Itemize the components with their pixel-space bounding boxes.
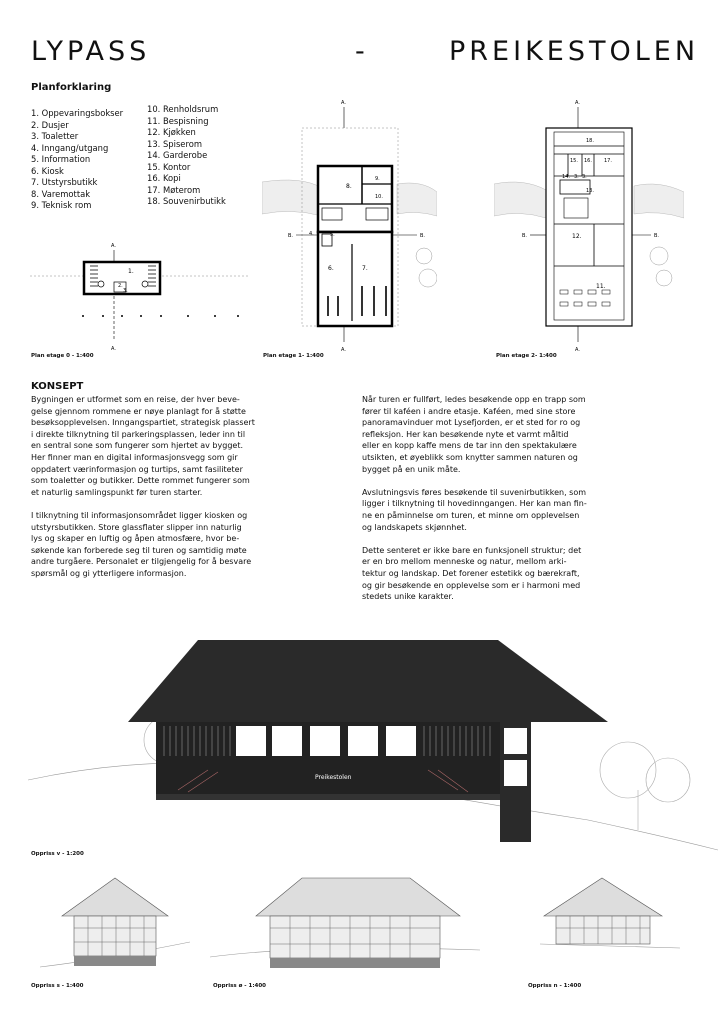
concept-paragraph (31, 394, 255, 498)
concept-line: Bygningen er utformet som en reise, der hver beve- (31, 395, 240, 404)
room-label: 17. (604, 158, 612, 164)
concept-line: og gir besøkende en opplevelse som er i harmoni med (362, 580, 581, 590)
concept-paragraph (362, 487, 587, 533)
concept-heading: KONSEPT (31, 381, 84, 392)
elevation-o-caption: Oppriss ø - 1:400 (213, 983, 267, 989)
concept-line: Dette senteret er ikke bare en funksjonell struktur; det (362, 545, 582, 555)
concept-line: som toaletter og butikker. Dette rommet fungerer som (31, 476, 250, 486)
legend-item: 11. Bespisning (147, 115, 209, 126)
room-label: 3. (574, 174, 579, 180)
concept-line: en sentral sone som fungerer som hjertet av bygget. (31, 441, 243, 451)
section-a-label: A. (341, 347, 346, 353)
legend-item: 2. Dusjer (31, 119, 69, 130)
elevation-s (40, 872, 190, 982)
legend-item: 15. Kontor (147, 161, 191, 172)
section-b-label: B. (522, 233, 528, 239)
plan-2-caption: Plan etage 2- 1:400 (496, 353, 557, 359)
legend-item: 18. Souvenirbutikk (147, 196, 226, 206)
legend-item: 7. Utstyrsbutikk (31, 177, 98, 187)
section-b-label: B. (420, 233, 426, 239)
concept-line: og landskapets skjønnhet. (362, 522, 467, 532)
concept-paragraph (31, 510, 255, 580)
plan-etage-2 (494, 96, 684, 354)
section-a-label: A. (341, 100, 346, 106)
concept-line: utsikten, et øyeblikk som knytter sammen naturen og (362, 452, 578, 462)
room-label: 6. (328, 265, 334, 272)
plan-etage-1 (262, 96, 437, 354)
concept-line: i direkte tilknytning til parkeringsplassen, leder inn til (31, 429, 246, 439)
elevation-n-caption: Oppriss n - 1:400 (528, 983, 582, 989)
concept-line: et naturlig samlingspunkt før turen starter. (31, 487, 203, 497)
concept-line: Når turen er fullført, ledes besøkende opp en trapp som (362, 395, 586, 404)
concept-line: refleksjon. Her kan besøkende nyte et varmt måltid (362, 429, 569, 439)
legend-title: Planforklaring (31, 82, 112, 93)
elevation-o (210, 872, 480, 982)
title-dash: - (355, 36, 369, 67)
elevation-v-caption: Oppriss v - 1:200 (31, 851, 84, 857)
concept-left (31, 394, 255, 591)
concept-line: fører til kaféen i andre etasje. Kaféen, med sine store (362, 406, 576, 416)
concept-line: andre turgåere. Personalet er tilgjengelig for å besvare (31, 557, 252, 567)
concept-line: tektur og landskap. Det forener estetikk og bærekraft, (362, 568, 580, 578)
concept-line: utstyrsbutikken. Store glassflater slipper inn naturlig (31, 522, 242, 532)
concept-line: søkende kan forberede seg til turen og samtidig møte (31, 545, 247, 555)
room-label: 1. (128, 268, 134, 275)
elevation-main (28, 630, 718, 860)
section-a-label: A. (575, 100, 580, 106)
section-a-label: A. (575, 347, 580, 353)
legend-item: 1. Oppevaringsbokser (31, 108, 124, 118)
concept-line: Avslutningsvis føres besøkende til suvenirbutikken, som (362, 487, 587, 497)
legend-item: 9. Teknisk rom (31, 200, 92, 210)
concept-paragraph (362, 394, 587, 475)
room-label: 5. (330, 232, 335, 238)
concept-line: bygget på en unik måte. (362, 464, 461, 474)
section-b-label: B. (654, 233, 660, 239)
building-sign: Preikestolen (315, 774, 352, 781)
room-label: 16. (584, 158, 592, 164)
concept-line: panoramavinduer mot Lysefjorden, er et sted for ro og (362, 418, 581, 428)
room-label: 3. (582, 174, 587, 180)
section-a-label: A. (111, 346, 116, 352)
legend-item: 5. Information (31, 154, 91, 164)
room-label: 4. (309, 231, 314, 237)
legend-item: 14. Garderobe (147, 150, 208, 160)
plan-1-caption: Plan etage 1- 1:400 (263, 353, 324, 359)
concept-line: spørsmål og gi ytterligere informasjon. (31, 568, 187, 578)
legend-item: 8. Varemottak (31, 188, 91, 199)
room-label: 13. (586, 188, 594, 194)
legend-item: 17. Møterom (147, 184, 201, 195)
concept-line: I tilknytning til informasjonsområdet ligger kiosken og (31, 510, 248, 520)
concept-line: ne en påminnelse om turen, et minne om opplevelsen (362, 510, 580, 520)
concept-line: lys og skaper en luftig og åpen atmosfære, hvor be- (31, 534, 240, 544)
room-label: 9. (375, 176, 380, 182)
room-label: 15. (570, 158, 578, 164)
legend-item: 4. Inngang/utgang (31, 142, 109, 153)
concept-line: stedets unike karakter. (362, 592, 454, 602)
concept-line: gelse gjennom rommene er nøye planlagt for å støtte (31, 406, 246, 416)
legend-item: 10. Renholdsrum (147, 104, 219, 114)
legend-item: 13. Spiserom (147, 138, 202, 149)
title-right: PREIKESTOLEN (449, 36, 700, 67)
concept-line: eller en kopp kaffe mens de tar inn den spektakulære (362, 441, 577, 451)
room-label: 2. (118, 283, 123, 289)
legend-item: 16. Kopi (147, 173, 181, 183)
plan-0-caption: Plan etage 0 - 1:400 (31, 353, 94, 359)
elevation-s-caption: Oppriss s - 1:400 (31, 983, 84, 989)
room-label: 10. (375, 194, 383, 200)
concept-paragraph (362, 545, 587, 603)
plan-etage-0 (28, 240, 248, 355)
concept-line: Her finner man en digital informasjonsvegg som gir (31, 452, 238, 462)
room-label: 8. (346, 183, 352, 190)
title-left: LYPASS (31, 36, 151, 67)
concept-line: er en bro mellom menneske og natur, mellom arki- (362, 557, 567, 567)
legend-item: 3. Toaletter (31, 131, 79, 141)
elevation-n (540, 872, 680, 982)
concept-line: besøksopplevelsen. Inngangspartiet, strategisk plassert (31, 418, 255, 428)
section-a-label: A. (111, 243, 116, 249)
room-label: 14. (562, 174, 570, 180)
section-b-label: B. (288, 233, 294, 239)
legend-col2 (147, 104, 226, 208)
room-label: 7. (362, 265, 368, 272)
room-label: 3. (123, 288, 128, 294)
room-label: 12. (572, 233, 582, 240)
concept-right (362, 394, 587, 614)
legend-item: 12. Kjøkken (147, 127, 196, 137)
concept-line: oppdatert værinformasjon og turtips, samt fasiliteter (31, 464, 243, 474)
room-label: 18. (586, 138, 594, 144)
legend-col1 (31, 108, 123, 212)
room-label: 11. (596, 283, 606, 290)
concept-line: ligger i tilknytning til hovedinngangen. Her kan man fin- (362, 499, 587, 509)
legend-item: 6. Kiosk (31, 165, 64, 176)
